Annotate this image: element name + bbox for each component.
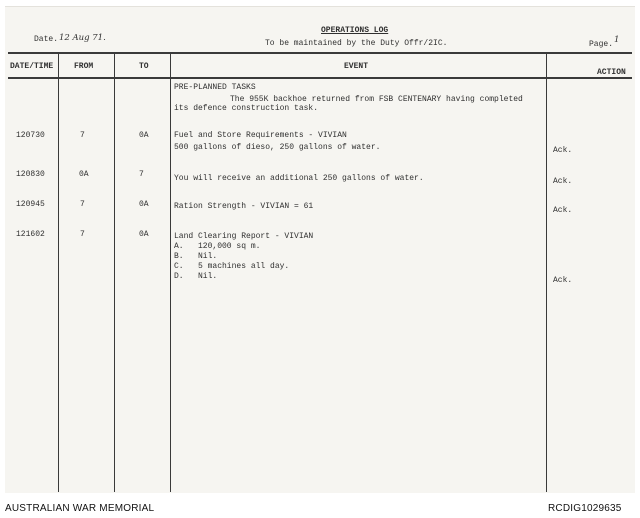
row-to: 0A xyxy=(139,230,149,239)
row-event-line: B. Nil. xyxy=(174,252,218,261)
row-event-line: 500 gallons of dieso, 250 gallons of water. xyxy=(174,143,381,152)
row-time: 120730 xyxy=(16,131,45,140)
column-header-to: TO xyxy=(139,62,149,71)
page-value: 1 xyxy=(614,35,620,45)
column-header-from: FROM xyxy=(74,62,94,71)
preplanned-line: The 955K backhoe returned from FSB CENTENARY having completed xyxy=(230,95,523,104)
log-sheet xyxy=(5,6,635,493)
date-label: Date. xyxy=(34,35,59,44)
row-to: 7 xyxy=(139,170,144,179)
row-event-line: Land Clearing Report - VIVIAN xyxy=(174,232,314,241)
row-from: 0A xyxy=(79,170,89,179)
row-event-line: Fuel and Store Requirements - VIVIAN xyxy=(174,131,347,140)
row-from: 7 xyxy=(80,200,85,209)
column-header-action: ACTION xyxy=(597,68,626,77)
row-event-line: A. 120,000 sq m. xyxy=(174,242,261,251)
row-from: 7 xyxy=(80,230,85,239)
page-label: Page. xyxy=(589,40,614,49)
row-time: 120945 xyxy=(16,200,45,209)
row-to: 0A xyxy=(139,131,149,140)
column-divider xyxy=(546,52,547,492)
log-subtitle: To be maintained by the Duty Offr/2IC. xyxy=(265,39,448,48)
date-value: 12 Aug 71. xyxy=(59,33,106,43)
row-event-line: D. Nil. xyxy=(174,272,218,281)
row-to: 0A xyxy=(139,200,149,209)
header-top-rule xyxy=(8,52,632,54)
row-action: Ack. xyxy=(553,206,573,215)
log-title: OPERATIONS LOG xyxy=(321,26,389,35)
row-action: Ack. xyxy=(553,177,573,186)
row-time: 121602 xyxy=(16,230,45,239)
preplanned-line: its defence construction task. xyxy=(174,104,319,113)
archive-credit: AUSTRALIAN WAR MEMORIAL xyxy=(5,503,155,514)
column-divider xyxy=(114,52,115,492)
row-event-line: You will receive an additional 250 gallons of water. xyxy=(174,174,424,183)
header-bottom-rule xyxy=(8,77,632,79)
row-from: 7 xyxy=(80,131,85,140)
column-header-date-time: DATE/TIME xyxy=(10,62,54,71)
preplanned-heading: PRE-PLANNED TASKS xyxy=(174,83,256,92)
column-header-event: EVENT xyxy=(344,62,369,71)
column-divider xyxy=(170,52,171,492)
row-time: 120830 xyxy=(16,170,45,179)
row-event-line: C. 5 machines all day. xyxy=(174,262,290,271)
row-action: Ack. xyxy=(553,276,573,285)
row-event-line: Ration Strength - VIVIAN = 61 xyxy=(174,202,314,211)
row-action: Ack. xyxy=(553,146,573,155)
record-id: RCDIG1029635 xyxy=(548,503,622,514)
column-divider xyxy=(58,52,59,492)
